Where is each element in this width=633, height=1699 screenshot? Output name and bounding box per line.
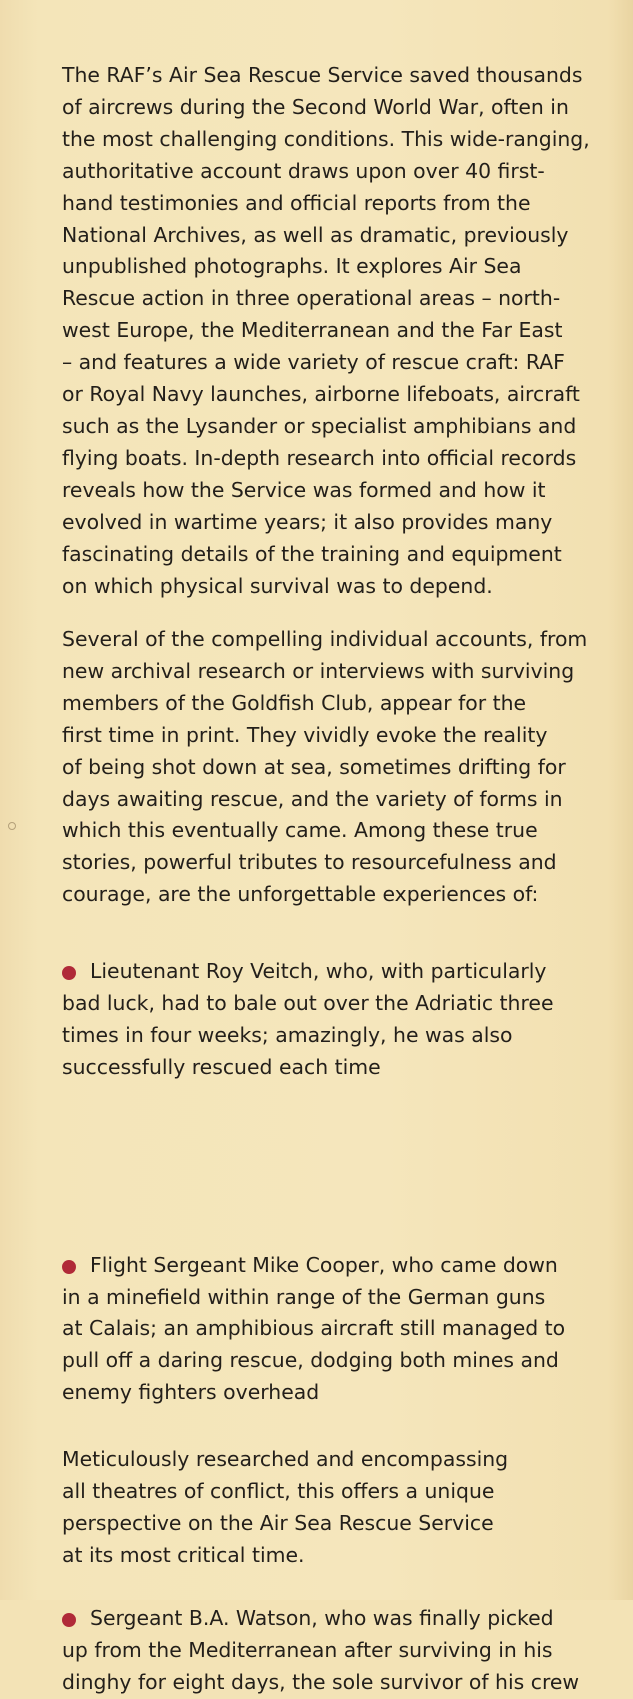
text-line: up from the Mediterranean after surviving in his: [62, 1638, 553, 1663]
text-line: successfully rescued each time: [62, 1054, 381, 1079]
bullet-text: [62, 1250, 617, 1410]
intro-paragraph: [62, 60, 617, 602]
text-line: National Archives, as well as dramatic, previously: [62, 222, 569, 247]
text-line: of being shot down at sea, sometimes drifting for: [62, 754, 566, 779]
text-line: – and features a wide variety of rescue craft: RAF: [62, 350, 565, 375]
text-line: Rescue action in three operational areas – north-: [62, 286, 561, 311]
text-line: at its most critical time.: [62, 1542, 305, 1567]
text-line: the most challenging conditions. This wide-ranging,: [62, 126, 590, 151]
text-line: times in four weeks; amazingly, he was also: [62, 1022, 513, 1047]
text-line: evolved in wartime years; it also provides many: [62, 509, 553, 534]
text-line: first time in print. They vividly evoke the reality: [62, 722, 548, 747]
text-line: fascinating details of the training and equipment: [62, 541, 562, 566]
text-line: The RAF’s Air Sea Rescue Service saved thousands: [62, 63, 583, 87]
text-line: hand testimonies and official reports from the: [62, 190, 531, 215]
text-line: which this eventually came. Among these true: [62, 818, 538, 843]
text-line: enemy fighters overhead: [62, 1380, 320, 1405]
text-line: unpublished photographs. It explores Air Sea: [62, 254, 522, 279]
paper-mark: [8, 822, 16, 830]
accounts-paragraph: [62, 624, 617, 911]
text-line: days awaiting rescue, and the variety of forms in: [62, 786, 563, 811]
text-line: reveals how the Service was formed and how it: [62, 477, 546, 502]
text-line: at Calais; an amphibious aircraft still managed to: [62, 1316, 566, 1341]
text-line: members of the Goldfish Club, appear for the: [62, 690, 527, 715]
text-line: perspective on the Air Sea Rescue Service: [62, 1510, 494, 1535]
bullet-item-veitch: [62, 956, 617, 1084]
bullet-dot-icon: [62, 1260, 76, 1274]
bullet-dot-icon: [62, 966, 76, 980]
text-line: Meticulously researched and encompassing: [62, 1447, 509, 1471]
text-line: of aircrews during the Second World War, often in: [62, 94, 569, 119]
text-line: or Royal Navy launches, airborne lifeboats, aircraft: [62, 382, 580, 407]
text-line: Sergeant B.A. Watson, who was finally picked: [90, 1606, 554, 1631]
bullet-item-cooper: [62, 1250, 617, 1410]
text-line: authoritative account draws upon over 40 first-: [62, 158, 545, 183]
text-line: on which physical survival was to depend.: [62, 573, 493, 598]
text-line: new archival research or interviews with surviving: [62, 658, 575, 683]
text-line: such as the Lysander or specialist amphibians and: [62, 413, 577, 438]
text-line: dinghy for eight days, the sole survivor of his crew: [62, 1669, 580, 1694]
text-line: all theatres of conflict, this offers a unique: [62, 1478, 495, 1503]
text-line: bad luck, had to bale out over the Adriatic three: [62, 990, 554, 1015]
text-line: Flight Sergeant Mike Cooper, who came down: [90, 1252, 558, 1277]
text-line: stories, powerful tributes to resourcefulness and: [62, 850, 557, 875]
text-line: Several of the compelling individual accounts, from: [62, 627, 588, 651]
text-line: west Europe, the Mediterranean and the Far East: [62, 318, 563, 343]
text-line: courage, are the unforgettable experiences of:: [62, 882, 539, 907]
bullet-text: [62, 1603, 617, 1699]
text-line: Lieutenant Roy Veitch, who, with particularly: [90, 959, 547, 983]
bullet-text: [62, 956, 617, 1084]
text-line: in a minefield within range of the German guns: [62, 1284, 546, 1309]
closing-paragraph: [62, 1444, 617, 1572]
text-line: flying boats. In-depth research into official records: [62, 445, 577, 470]
bullet-item-watson: [62, 1603, 617, 1699]
text-line: pull off a daring rescue, dodging both mines and: [62, 1348, 559, 1373]
